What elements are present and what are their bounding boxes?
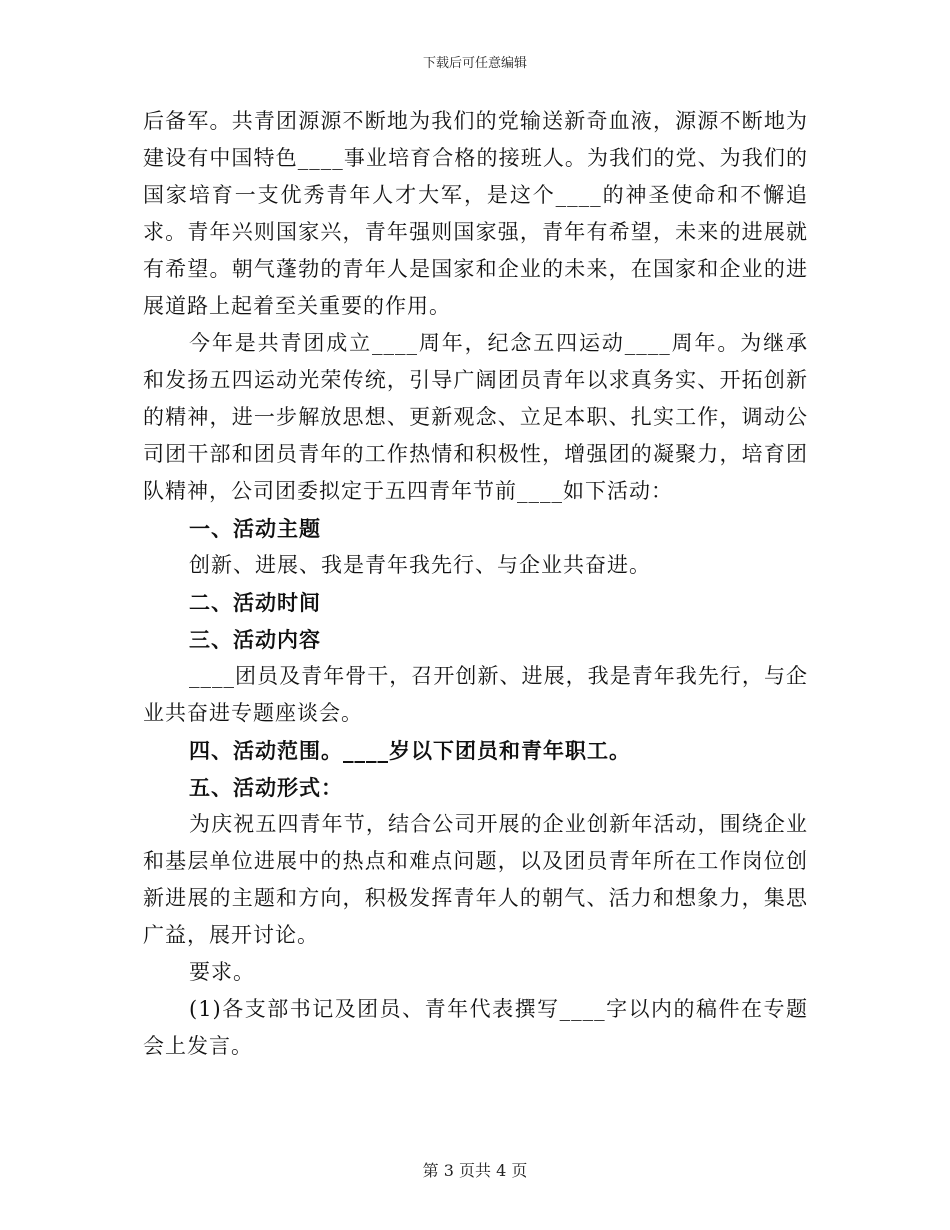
paragraph-format: 为庆祝五四青年节，结合公司开展的企业创新年活动，围绕企业和基层单位进展中的热点和难点问题，以及团员青年所在工作岗位创新进展的主题和方向，积极发挥青年人的朝气、活力和想象力，集思广益，展开讨论。 <box>143 812 808 947</box>
paragraph-intro: 今年是共青团成立____周年，纪念五四运动____周年。为继承和发扬五四运动光荣传统，引导广阔团员青年以求真务实、开拓创新的精神，进一步解放思想、更新观念、立足本职、扎实工作，调动公司团干部和团员青年的工作热情和积极性，增强团的凝聚力，培育团队精神，公司团委拟定于五四青年节前____如下活动： <box>143 331 808 503</box>
section-heading-content: 三、活动内容 <box>189 627 321 652</box>
section-heading-theme: 一、活动主题 <box>189 516 321 541</box>
paragraph-requirement-1: (1)各支部书记及团员、青年代表撰写____字以内的稿件在专题会上发言。 <box>143 997 808 1058</box>
section-heading-format: 五、活动形式： <box>189 775 343 800</box>
page-number: 第 3 页共 4 页 <box>422 1161 528 1180</box>
paragraph-content: ____团员及青年骨干，召开创新、进展，我是青年我先行，与企业共奋进专题座谈会。 <box>143 664 808 725</box>
section-heading-time: 二、活动时间 <box>189 590 321 615</box>
paragraph-theme: 创新、进展、我是青年我先行、与企业共奋进。 <box>189 553 651 577</box>
section-heading-scope: 四、活动范围。____岁以下团员和青年职工。 <box>189 738 631 763</box>
document-body <box>143 103 808 1065</box>
paragraph-continuation: 后备军。共青团源源不断地为我们的党输送新奇血液，源源不断地为建设有中国特色____事业培育合格的接班人。为我们的党、为我们的国家培育一支优秀青年人才大军，是这个____的神圣使命和不懈追求。青年兴则国家兴，青年强则国家强，青年有希望，未来的进展就有希望。朝气蓬勃的青年人是国家和企业的未来，在国家和企业的进展道路上起着至关重要的作用。 <box>143 109 808 318</box>
page-header: 下载后可任意编辑 <box>422 56 527 71</box>
paragraph-requirements: 要求。 <box>189 960 255 984</box>
